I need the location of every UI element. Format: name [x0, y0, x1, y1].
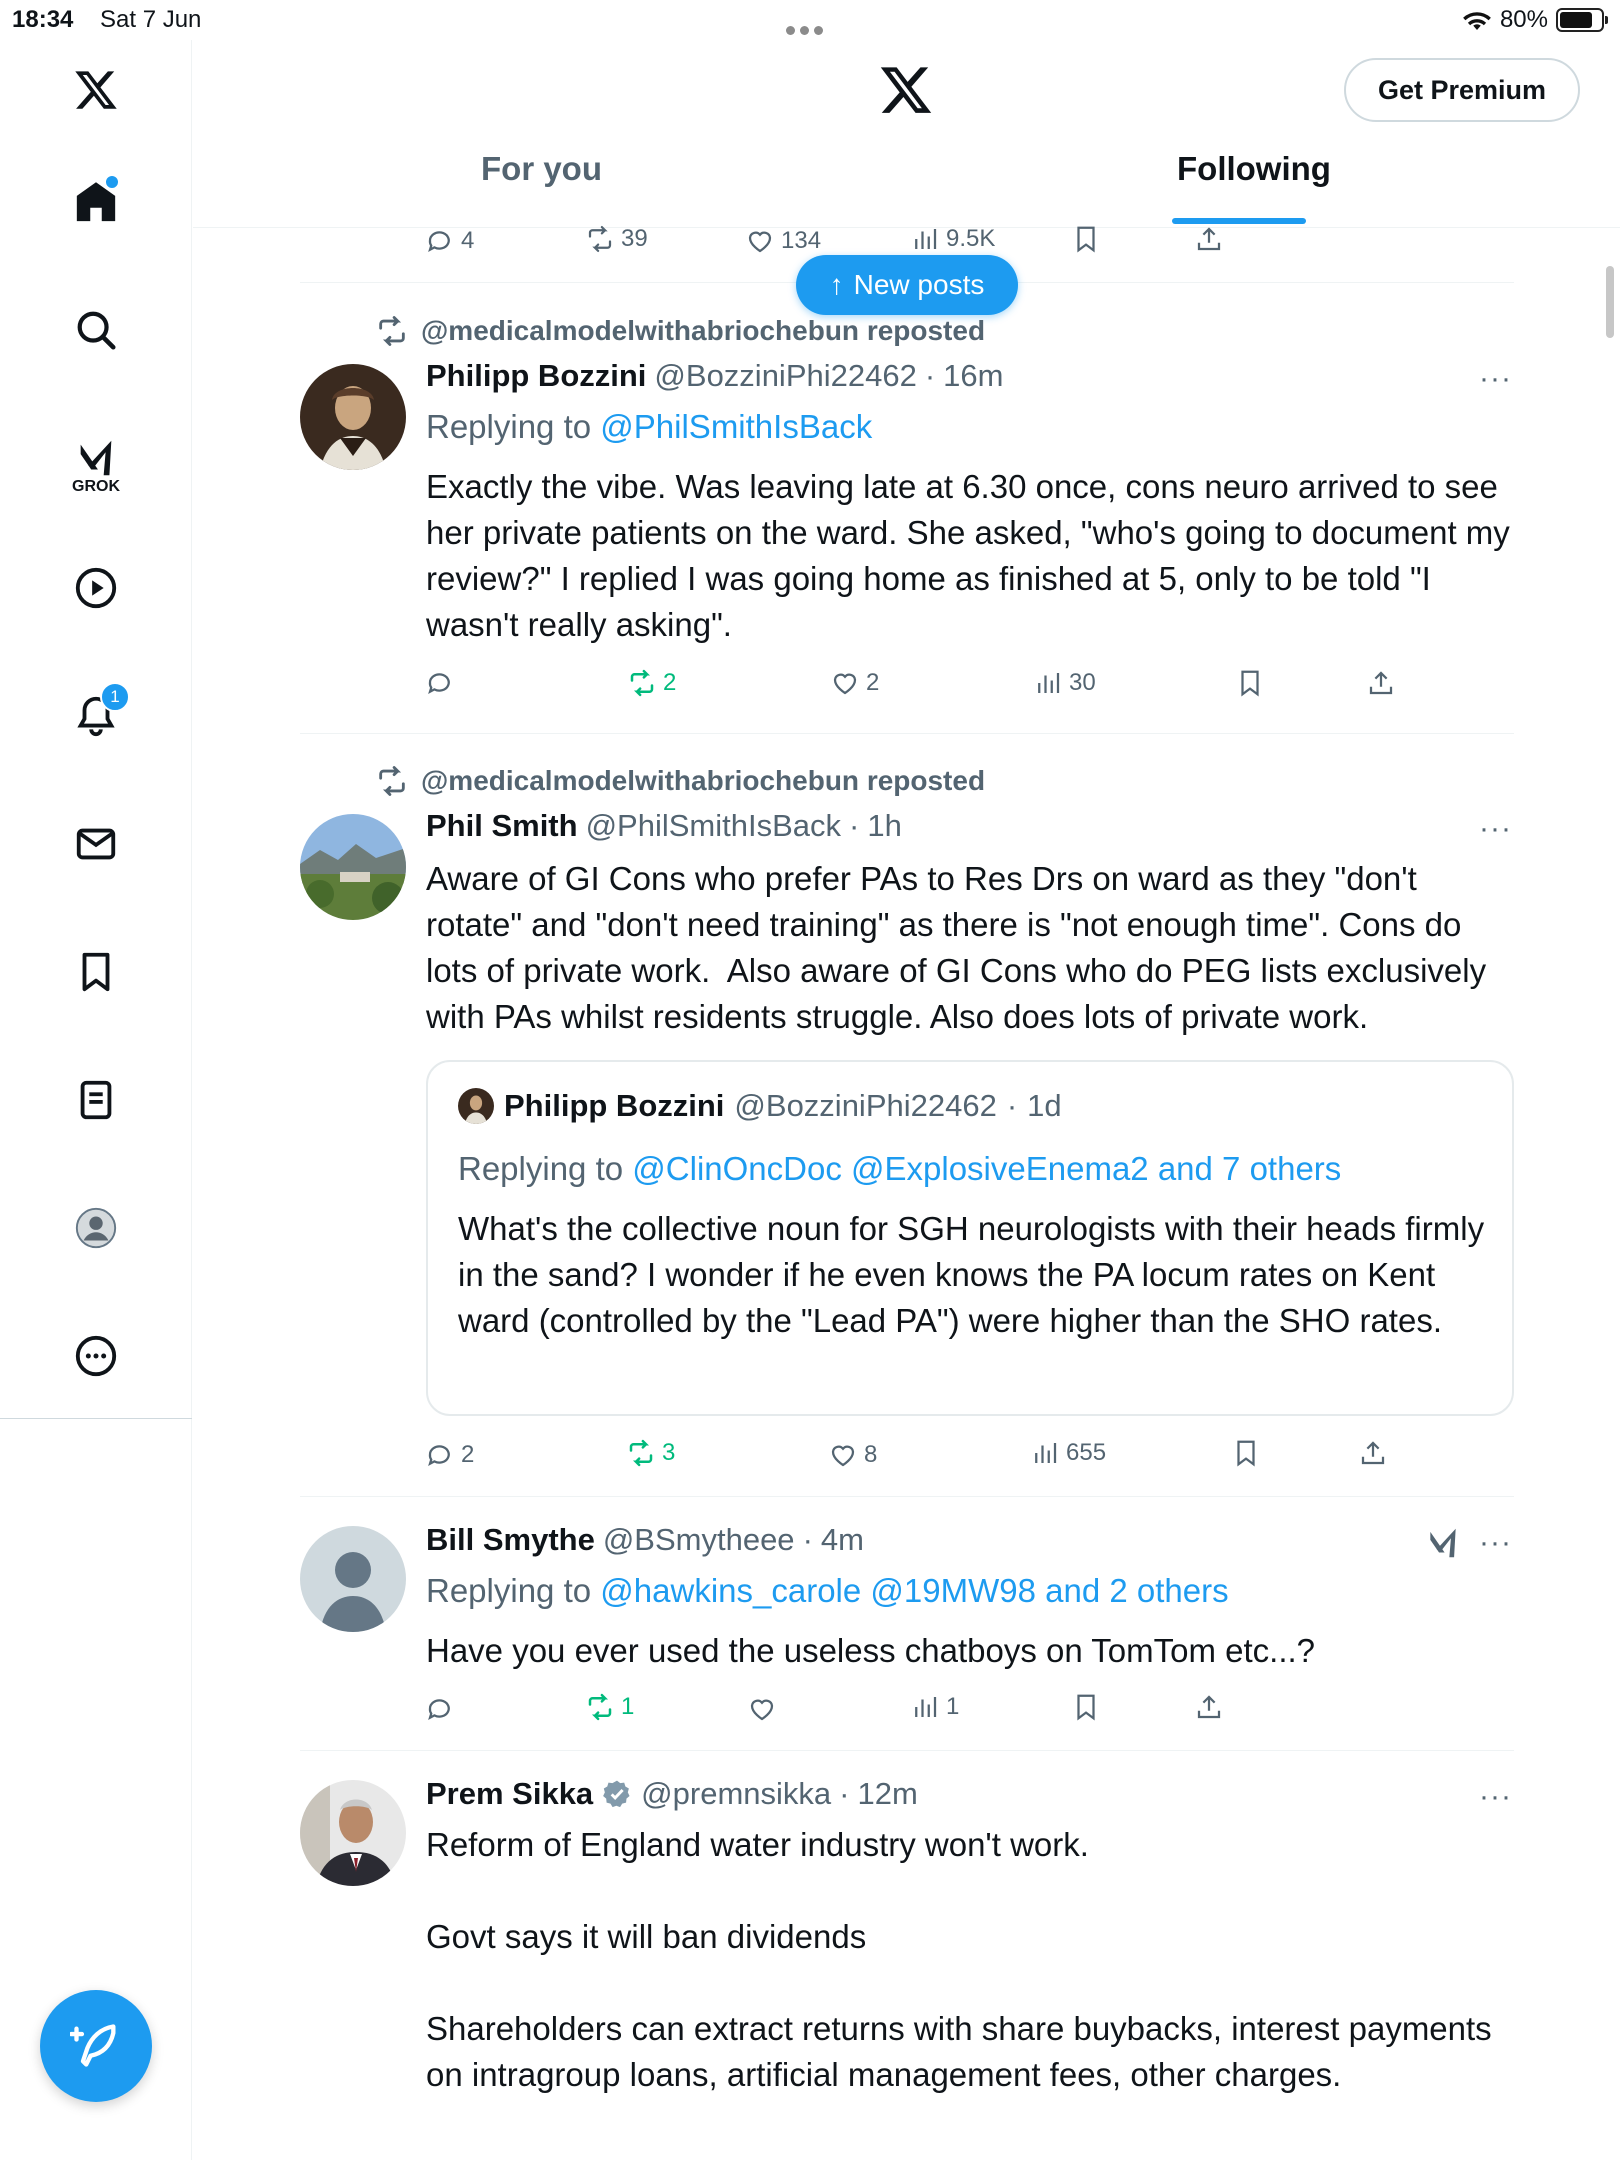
search-icon[interactable]	[60, 294, 132, 366]
post-divider	[300, 1496, 1514, 1497]
repost-attribution[interactable]: @medicalmodelwithabriochebun reposted	[375, 314, 985, 348]
like-button[interactable]	[830, 668, 879, 698]
replying-to-link[interactable]: @hawkins_carole @19MW98 and 2 others	[600, 1572, 1229, 1609]
sidebar	[0, 40, 192, 2160]
author-name[interactable]: Phil Smith	[426, 808, 578, 843]
repost-count: 39	[621, 225, 648, 252]
author-name[interactable]: Bill Smythe	[426, 1522, 595, 1557]
views-chart-icon	[1033, 668, 1063, 698]
like-button[interactable]	[828, 1440, 877, 1470]
views-count: 9.5K	[946, 225, 996, 252]
post-time[interactable]: 12m	[857, 1776, 918, 1811]
battery-status	[1462, 6, 1604, 34]
quoted-avatar	[458, 1088, 494, 1124]
repost-count: 3	[662, 1439, 676, 1466]
repost-icon	[585, 1692, 615, 1722]
home-icon[interactable]	[60, 166, 132, 238]
repost-icon	[626, 1438, 656, 1468]
post-more-icon[interactable]: ···	[1479, 362, 1512, 395]
quoted-author-handle: @BozziniPhi22462	[734, 1088, 997, 1123]
repost-attribution[interactable]: @medicalmodelwithabriochebun reposted	[375, 764, 985, 798]
share-button[interactable]	[1358, 1438, 1388, 1468]
battery-icon	[1556, 8, 1604, 32]
reply-button[interactable]	[425, 1440, 474, 1470]
status-bar	[0, 0, 1620, 40]
x-logo-icon[interactable]	[60, 54, 132, 126]
replying-to: Replying to @PhilSmithIsBack	[426, 408, 873, 445]
repost-icon	[375, 314, 409, 348]
post-time[interactable]: 16m	[943, 358, 1004, 393]
like-count: 134	[781, 227, 822, 254]
profile-avatar-icon[interactable]	[60, 1192, 132, 1264]
home-unread-dot	[104, 174, 120, 190]
reply-count: 4	[461, 227, 475, 254]
compose-post-button[interactable]	[40, 1990, 152, 2102]
avatar[interactable]	[300, 814, 406, 920]
post-author-line: Prem Sikka @premnsikka · 12m	[426, 1776, 918, 1811]
author-handle[interactable]: @BozziniPhi22462	[654, 358, 917, 393]
bookmarks-icon[interactable]	[60, 936, 132, 1008]
heart-icon	[830, 668, 860, 698]
post-author-line: Philipp Bozzini @BozziniPhi22462 · 16m	[426, 358, 1004, 393]
share-button[interactable]	[1194, 224, 1224, 254]
status-time: 18:34	[12, 6, 74, 33]
share-icon	[1194, 1692, 1224, 1722]
post-more-icon[interactable]: ···	[1479, 1780, 1512, 1813]
tab-active-indicator	[1172, 218, 1306, 224]
post-text: Reform of England water industry won't work. Govt says it will ban dividends Shareholders can extract returns with share buybacks, interest payments on intragroup loans, artificial management fees, other charges.	[426, 1826, 1492, 2093]
views-button[interactable]	[910, 1692, 959, 1722]
arrow-up-icon: ↑	[829, 269, 844, 300]
author-handle[interactable]: @premnsikka	[641, 1776, 832, 1811]
more-options-icon[interactable]	[60, 1320, 132, 1392]
reply-button[interactable]	[425, 226, 474, 256]
bookmark-icon	[1071, 224, 1101, 254]
like-count: 8	[864, 1441, 878, 1468]
multitasking-dots[interactable]	[786, 14, 830, 24]
repost-icon	[627, 668, 657, 698]
quoted-post-time: 1d	[1027, 1088, 1062, 1123]
like-button[interactable]	[747, 1694, 777, 1724]
bookmark-button[interactable]	[1231, 1438, 1261, 1468]
like-button[interactable]	[745, 226, 821, 256]
like-count: 2	[866, 669, 880, 696]
post-text: Have you ever used the useless chatboys on TomTom etc...?	[426, 1632, 1316, 1669]
views-chart-icon	[910, 1692, 940, 1722]
get-premium-button[interactable]: Get Premium	[1344, 58, 1580, 122]
author-handle[interactable]: @BSmytheee	[602, 1522, 795, 1557]
author-handle[interactable]: @PhilSmithIsBack	[585, 808, 842, 843]
lists-icon[interactable]	[60, 1064, 132, 1136]
wifi-icon	[1462, 8, 1492, 32]
quoted-replying-to-link[interactable]: @ClinOncDoc @ExplosiveEnema2 and 7 others	[632, 1150, 1342, 1187]
battery-percent: 80%	[1499, 6, 1548, 33]
reply-count: 2	[461, 1441, 475, 1468]
author-name[interactable]: Prem Sikka	[426, 1776, 594, 1811]
notifications-badge: 1	[100, 682, 130, 712]
scrollbar[interactable]	[1606, 266, 1614, 338]
quoted-replying-to: Replying to @ClinOncDoc @ExplosiveEnema2 and 7 others	[458, 1150, 1342, 1187]
video-icon[interactable]	[60, 552, 132, 624]
reply-icon	[425, 226, 455, 256]
post-text: Aware of GI Cons who prefer PAs to Res Drs on ward as they "don't rotate" and "don't need training" as there is "not enough time". Cons do lots of private work. Also aware of GI Cons who do PEG lists exclusively with PAs whilst residents struggle. Also does lots of private work.	[426, 860, 1496, 1035]
status-date: Sat 7 Jun	[100, 6, 202, 33]
bookmark-icon	[1235, 668, 1265, 698]
repost-count: 1	[621, 1693, 635, 1720]
heart-icon	[747, 1694, 777, 1724]
reply-icon	[425, 668, 455, 698]
x-header-logo-icon[interactable]	[878, 62, 934, 123]
views-button[interactable]	[1030, 1438, 1106, 1468]
repost-icon	[585, 224, 615, 254]
bookmark-button[interactable]	[1235, 668, 1265, 698]
avatar[interactable]	[300, 364, 406, 470]
tab-following[interactable]: Following	[1177, 150, 1331, 187]
share-icon	[1358, 1438, 1388, 1468]
quoted-author-name: Philipp Bozzini	[504, 1088, 725, 1123]
post-more-icon[interactable]: ···	[1479, 1526, 1512, 1559]
bookmark-button[interactable]	[1071, 224, 1101, 254]
post-text: Exactly the vibe. Was leaving late at 6.30 once, cons neuro arrived to see her private patients on the ward. She asked, "who's going to document my review?" I replied I was going home as finished at 5, only to be told "I wasn't really asking".	[426, 468, 1519, 643]
repost-button[interactable]	[585, 1692, 634, 1722]
bookmark-icon	[1071, 1692, 1101, 1722]
new-posts-button[interactable]	[796, 255, 1018, 315]
bookmark-icon	[1231, 1438, 1261, 1468]
share-icon	[1194, 224, 1224, 254]
repost-button[interactable]	[627, 668, 676, 698]
share-icon	[1366, 668, 1396, 698]
views-count: 1	[946, 1693, 960, 1720]
reply-icon	[425, 1694, 455, 1724]
avatar[interactable]	[300, 1526, 406, 1632]
heart-icon	[828, 1440, 858, 1470]
notifications-bell-icon[interactable]	[60, 680, 132, 752]
views-button[interactable]	[1033, 668, 1096, 698]
post-author-line: Bill Smythe @BSmytheee · 4m	[426, 1522, 864, 1557]
repost-count: 2	[663, 669, 677, 696]
compose-feather-icon	[70, 2020, 122, 2072]
post-author-line: Phil Smith @PhilSmithIsBack · 1h	[426, 808, 902, 843]
repost-button[interactable]	[626, 1438, 675, 1468]
reply-button[interactable]	[425, 1694, 455, 1724]
grok-explain-icon[interactable]	[1424, 1524, 1462, 1567]
post-more-icon[interactable]: ···	[1479, 812, 1512, 845]
new-posts-label: New posts	[853, 269, 985, 300]
heart-icon	[745, 226, 775, 256]
views-chart-icon	[910, 224, 940, 254]
grok-label: GROK	[72, 478, 120, 495]
share-button[interactable]	[1194, 1692, 1224, 1722]
repost-icon	[375, 764, 409, 798]
avatar[interactable]	[300, 1780, 406, 1886]
reply-button[interactable]	[425, 668, 455, 698]
views-chart-icon	[1030, 1438, 1060, 1468]
header	[193, 40, 1620, 228]
tab-for-you[interactable]: For you	[481, 150, 602, 187]
post-divider	[300, 1750, 1514, 1751]
messages-mail-icon[interactable]	[60, 808, 132, 880]
sidebar-divider	[0, 1418, 192, 1419]
replying-to: Replying to @hawkins_carole @19MW98 and 2 others	[426, 1572, 1229, 1609]
views-count: 655	[1066, 1439, 1107, 1466]
quoted-author-line: Philipp Bozzini @BozziniPhi22462 · 1d	[458, 1088, 1062, 1124]
post-divider	[300, 733, 1514, 734]
post-time[interactable]: 1h	[867, 808, 902, 843]
bookmark-button[interactable]	[1071, 1692, 1101, 1722]
repost-button[interactable]	[585, 224, 648, 254]
reply-icon	[425, 1440, 455, 1470]
verified-badge-icon	[601, 1778, 633, 1810]
quoted-post[interactable]	[426, 1060, 1514, 1416]
share-button[interactable]	[1366, 668, 1396, 698]
replying-to-link[interactable]: @PhilSmithIsBack	[600, 408, 873, 445]
views-button[interactable]	[910, 224, 995, 254]
author-name[interactable]: Philipp Bozzini	[426, 358, 647, 393]
quoted-post-text: What's the collective noun for SGH neurologists with their heads firmly in the sand? I wonder if he even knows the PA locum rates on Kent ward (controlled by the "Lead PA") were higher than the SHO rates.	[458, 1210, 1485, 1339]
views-count: 30	[1069, 669, 1096, 696]
post-time[interactable]: 4m	[820, 1522, 864, 1557]
